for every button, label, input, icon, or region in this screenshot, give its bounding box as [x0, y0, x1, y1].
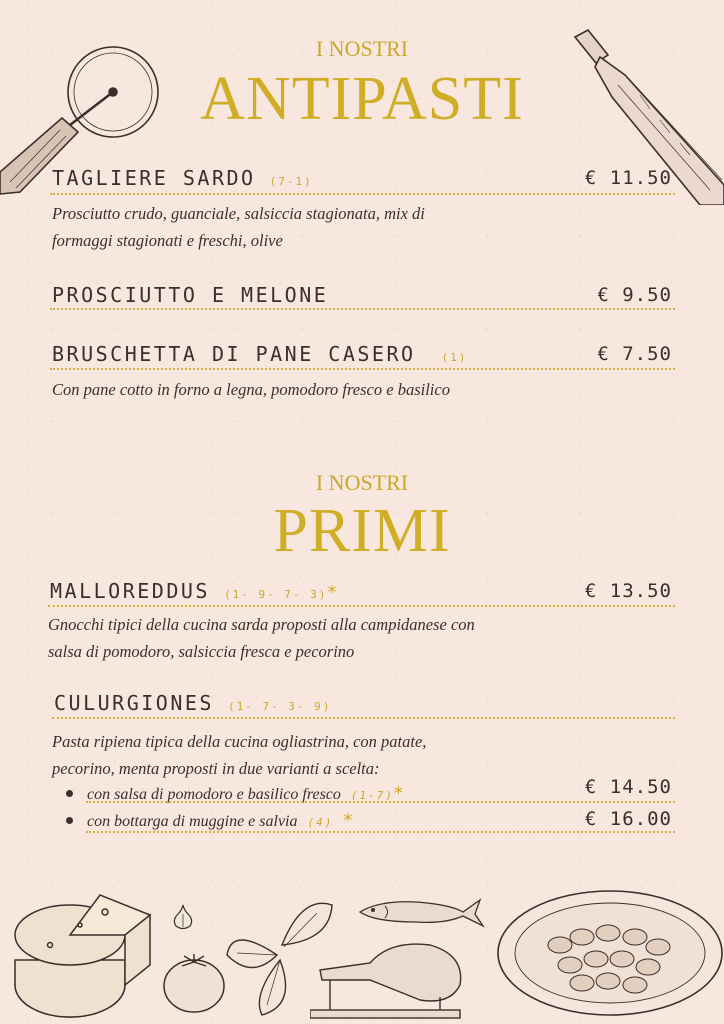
antipasti-heading: ANTIPASTI	[200, 65, 524, 133]
menu-item-description: Pasta ripiena tipica della cucina ogliastrina, con patate, pecorino, menta proposti in due varianti a scelta:	[52, 732, 427, 778]
allergen-codes: (1- 7- 3- 9)	[227, 700, 332, 713]
dotted-divider	[48, 605, 675, 607]
allergen-codes: (1-7)	[350, 789, 395, 802]
allergen-codes: (1- 9- 7- 3)	[223, 588, 328, 601]
menu-item-description: Gnocchi tipici della cucina sarda proposti alla campidanese con salsa di pomodoro, salsiccia fresca e pecorino	[48, 615, 475, 661]
dotted-divider	[86, 801, 675, 803]
star-icon: *	[327, 582, 339, 603]
menu-item-description: Prosciutto crudo, guanciale, salsiccia stagionata, mix di formaggi stagionati e freschi, olive	[52, 204, 425, 250]
menu-item-price: € 11.50	[584, 167, 672, 189]
menu-item-price: € 13.50	[584, 580, 672, 602]
allergen-codes: (7-1)	[269, 175, 313, 188]
cheese-wheel-icon	[10, 890, 158, 1020]
variant-price: € 16.00	[584, 808, 672, 830]
dotted-divider	[50, 368, 675, 370]
bullet-icon	[66, 790, 73, 797]
dotted-divider	[86, 831, 675, 833]
allergen-codes: (1)	[441, 351, 468, 364]
menu-item-name: CULURGIONES (1- 7- 3- 9)	[54, 691, 332, 715]
fish-icon	[355, 892, 485, 932]
star-icon: *	[394, 783, 404, 804]
prosciutto-leg-icon	[310, 935, 470, 1020]
antipasti-heading-small: I NOSTRI	[315, 36, 409, 61]
menu-item-name: BRUSCHETTA DI PANE CASERO (1)	[52, 342, 468, 366]
bullet-icon	[66, 817, 73, 824]
variant-item: con bottarga di muggine e salvia (4) *	[66, 810, 352, 831]
menu-item-name: MALLOREDDUS (1- 9- 7- 3)*	[50, 579, 339, 603]
allergen-codes: (4)	[307, 816, 334, 829]
primi-heading-small: I NOSTRI	[315, 470, 409, 495]
garlic-icon	[168, 902, 198, 932]
menu-item-price: € 7.50	[597, 343, 672, 365]
tomato-icon	[160, 952, 228, 1014]
menu-item-name: TAGLIERE SARDO (7-1)	[52, 166, 313, 190]
star-icon: *	[343, 810, 353, 831]
dotted-divider	[50, 193, 675, 195]
menu-item-name: PROSCIUTTO E MELONE	[52, 283, 329, 307]
dotted-divider	[52, 717, 675, 719]
dotted-divider	[50, 308, 675, 310]
menu-item-price: € 9.50	[597, 284, 672, 306]
menu-item-description: Con pane cotto in forno a legna, pomodoro fresco e basilico	[52, 380, 450, 399]
variant-price: € 14.50	[584, 776, 672, 798]
gnocchi-plate-icon	[490, 885, 724, 1020]
primi-heading: PRIMI	[273, 497, 451, 565]
variant-item: con salsa di pomodoro e basilico fresco (1-7)*	[66, 783, 403, 804]
